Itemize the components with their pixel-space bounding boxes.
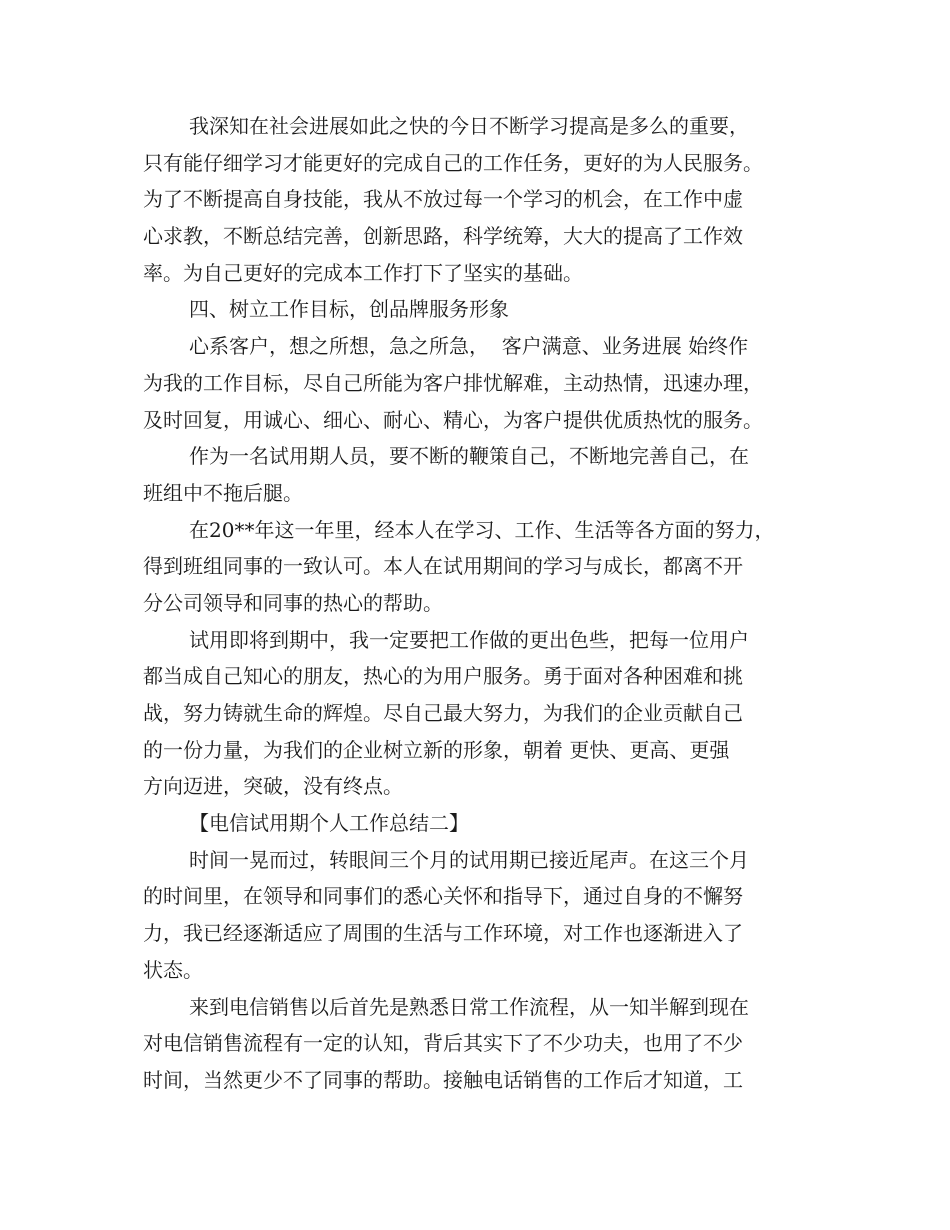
text-line: 分公司领导和同事的热心的帮助。 — [143, 590, 443, 615]
text-line: 及时回复，用诚心、细心、耐心、精心，为客户提供优质热忱的服务。 — [143, 407, 763, 432]
document-body — [143, 108, 823, 1099]
text-line: 状态。 — [143, 957, 203, 982]
text-line: 我深知在社会进展如此之快的今日不断学习提高是多么的重要， — [189, 114, 749, 138]
text-line: 的一份力量，为我们的企业树立新的形象，朝着 更快、更高、更强 — [143, 737, 730, 762]
text-line: 得到班组同事的一致认可。本人在试用期间的学习与成长，都离不开 — [143, 554, 743, 579]
text-line: 为我的工作目标，尽自己所能为客户排忧解难，主动热情，迅速办理， — [143, 370, 763, 395]
text-line: 四、树立工作目标，创品牌服务形象 — [189, 297, 509, 322]
text-line: 为了不断提高自身技能，我从不放过每一个学习的机会，在工作中虚 — [143, 187, 743, 212]
text-line: 战，努力铸就生命的辉煌。尽自己最大努力，为我们的企业贡献自己 — [143, 701, 743, 725]
text-line: 作为一名试用期人员，要不断的鞭策自己，不断地完善自己，在 — [189, 444, 749, 469]
text-line: 来到电信销售以后首先是熟悉日常工作流程，从一知半解到现在 — [189, 994, 749, 1019]
text-line: 时间，当然更少不了同事的帮助。接触电话销售的工作后才知道，工 — [143, 1067, 743, 1092]
text-line: 的时间里，在领导和同事们的悉心关怀和指导下，通过自身的不懈努 — [143, 884, 743, 909]
text-line: 率。为自己更好的完成本工作打下了坚实的基础。 — [143, 260, 583, 285]
text-line: 试用即将到期中，我一定要把工作做的更出色些，把每一位用户 — [189, 627, 749, 652]
text-line: 在20**年这一年里，经本人在学习、工作、生活等各方面的努力， — [189, 517, 775, 542]
text-line: 只有能仔细学习才能更好的完成自己的工作任务，更好的为人民服务。 — [143, 150, 763, 175]
text-line: 心求教，不断总结完善，创新思路，科学统筹，大大的提高了工作效 — [143, 224, 743, 249]
text-line: 【电信试用期个人工作总结二】 — [189, 811, 469, 836]
text-line: 班组中不拖后腿。 — [143, 480, 303, 505]
text-line: 力，我已经逐渐适应了周围的生活与工作环境，对工作也逐渐进入了 — [143, 921, 743, 946]
text-line: 时间一晃而过，转眼间三个月的试用期已接近尾声。在这三个月 — [189, 847, 749, 872]
text-line: 心系客户，想之所想，急之所急， 客户满意、业务进展 始终作 — [189, 334, 749, 359]
text-line: 都当成自己知心的朋友，热心的为用户服务。勇于面对各种困难和挑 — [143, 664, 743, 689]
text-line: 对电信销售流程有一定的认知，背后其实下了不少功夫，也用了不少 — [143, 1031, 743, 1056]
text-line: 方向迈进，突破，没有终点。 — [143, 774, 403, 799]
